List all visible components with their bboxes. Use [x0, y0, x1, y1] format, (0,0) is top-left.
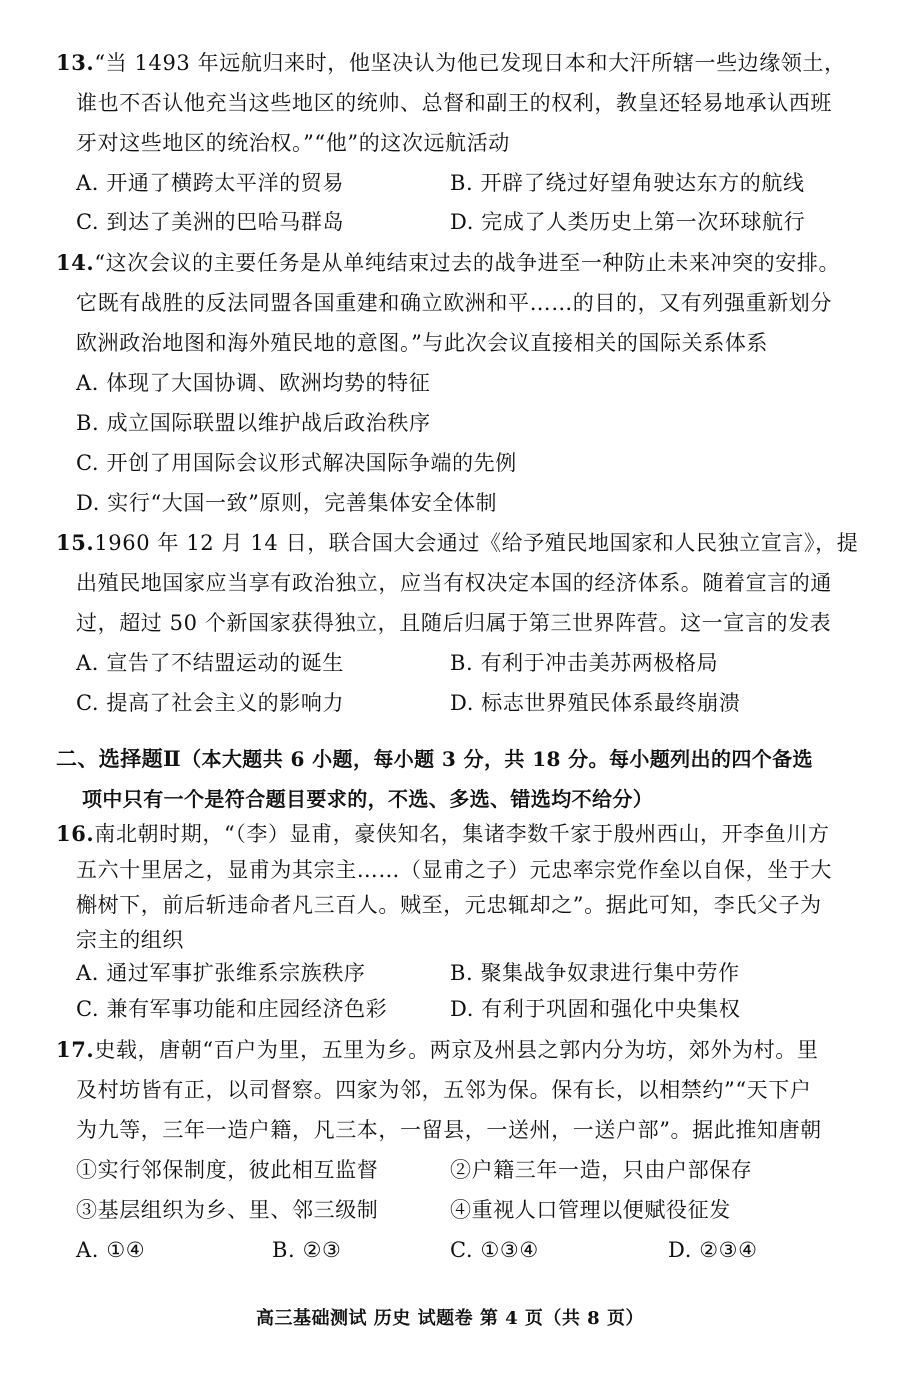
section-2-heading-line — [56, 744, 813, 774]
question-13-line-2: 谁也不否认他充当这些地区的统帅、总督和副王的权利，教皇还轻易地承认西班 — [76, 91, 832, 115]
question-15-option-a: A. 宣告了不结盟运动的诞生 — [76, 651, 344, 675]
question-17-statement-3: ③基层组织为乡、里、邻三级制 — [76, 1198, 379, 1222]
question-17-line-3: 为九等，三年一造户籍，凡三本，一留县，一送州，一送户部”。据此推知唐朝 — [76, 1118, 822, 1142]
question-15-option-c: C. 提高了社会主义的影响力 — [76, 691, 345, 715]
question-16-number: 16. — [56, 821, 95, 846]
question-16-option-d: D. 有利于巩固和强化中央集权 — [450, 997, 741, 1021]
question-13-line-3: 牙对这些地区的统治权。”“他”的这次远航活动 — [76, 131, 510, 155]
question-14-option-b: B. 成立国际联盟以维护战后政治秩序 — [76, 411, 431, 435]
question-14-line-3: 欧洲政治地图和海外殖民地的意图。”与此次会议直接相关的国际关系体系 — [76, 331, 769, 355]
question-17-statement-1: ①实行邻保制度，彼此相互监督 — [76, 1158, 379, 1182]
question-17-number: 17. — [56, 1037, 95, 1062]
question-16-line-3: 槲树下，前后斩违命者凡三百人。贼至，元忠辄却之”。据此可知，李氏父子为 — [76, 893, 822, 917]
question-14-option-c: C. 开创了用国际会议形式解决国际争端的先例 — [76, 451, 517, 475]
question-13-line-1: 13.“当 1493 年远航归来时，他坚决认为他已发现日本和大汗所辖一些边缘领土， — [56, 50, 846, 75]
question-16-line-1: 16.南北朝时期，“（李）显甫，豪侠知名，集诸李数千家于殷州西山，开李鱼川方 — [56, 821, 830, 846]
section-2-title: 二、选择题Ⅱ — [56, 746, 182, 771]
question-17-option-d: D. ②③④ — [668, 1238, 758, 1262]
question-14-number: 14. — [56, 250, 95, 275]
question-14-line-1: 14.“这次会议的主要任务是从单纯结束过去的战争进至一种防止未来冲突的安排。 — [56, 250, 841, 275]
question-17-statement-2: ②户籍三年一造，只由户部保存 — [450, 1158, 753, 1182]
question-13-option-c: C. 到达了美洲的巴哈马群岛 — [76, 210, 345, 234]
question-17-option-b: B. ②③ — [272, 1238, 342, 1262]
question-13-option-a: A. 开通了横跨太平洋的贸易 — [76, 171, 344, 195]
question-15-number: 15. — [56, 530, 95, 555]
page-footer: 高三基础测试 历史 试题卷 第 4 页（共 8 页） — [256, 1308, 644, 1329]
question-16-option-c: C. 兼有军事功能和庄园经济色彩 — [76, 997, 388, 1021]
question-17-line-1: 17.史载，唐朝“百户为里，五里为乡。两京及州县之郭内分为坊，郊外为村。里 — [56, 1037, 819, 1062]
question-16-option-b: B. 聚集战争奴隶进行集中劳作 — [450, 961, 740, 985]
question-13-option-b: B. 开辟了绕过好望角驶达东方的航线 — [450, 171, 805, 195]
question-13-option-d: D. 完成了人类历史上第一次环球航行 — [450, 210, 806, 234]
question-16-line-2: 五六十里居之，显甫为其宗主……（显甫之子）元忠率宗党作垒以自保，坐于大 — [76, 858, 832, 882]
section-2-instructions-1: （本大题共 6 小题，每小题 3 分，共 18 分。每小题列出的四个备选 — [181, 747, 813, 771]
question-17-option-a: A. ①④ — [76, 1238, 146, 1262]
section-2-instructions-2: 项中只有一个是符合题目要求的，不选、多选、错选均不给分） — [82, 787, 654, 811]
question-17-statement-4: ④重视人口管理以便赋役征发 — [450, 1198, 731, 1222]
question-15-option-b: B. 有利于冲击美苏两极格局 — [450, 651, 719, 675]
question-16-option-a: A. 通过军事扩张维系宗族秩序 — [76, 961, 366, 985]
question-15-option-d: D. 标志世界殖民体系最终崩溃 — [450, 691, 741, 715]
question-16-line-4: 宗主的组织 — [76, 928, 184, 952]
question-17-line-2: 及村坊皆有正，以司督察。四家为邻，五邻为保。保有长，以相禁约”“天下户 — [76, 1078, 812, 1102]
question-15-line-1: 15.1960 年 12 月 14 日，联合国大会通过《给予殖民地国家和人民独立宣言》，提 — [56, 530, 859, 555]
question-17-option-c: C. ①③④ — [450, 1238, 539, 1262]
question-14-line-2: 它既有战胜的反法同盟各国重建和确立欧洲和平……的目的，又有列强重新划分 — [76, 291, 832, 315]
question-15-line-2: 出殖民地国家应当享有政治独立，应当有权决定本国的经济体系。随着宣言的通 — [76, 571, 832, 595]
question-15-line-3: 过，超过 50 个新国家获得独立，且随后归属于第三世界阵营。这一宣言的发表 — [76, 611, 832, 635]
question-13-number: 13. — [56, 50, 95, 75]
question-14-option-d: D. 实行“大国一致”原则，完善集体安全体制 — [76, 491, 498, 515]
question-14-option-a: A. 体现了大国协调、欧洲均势的特征 — [76, 371, 431, 395]
